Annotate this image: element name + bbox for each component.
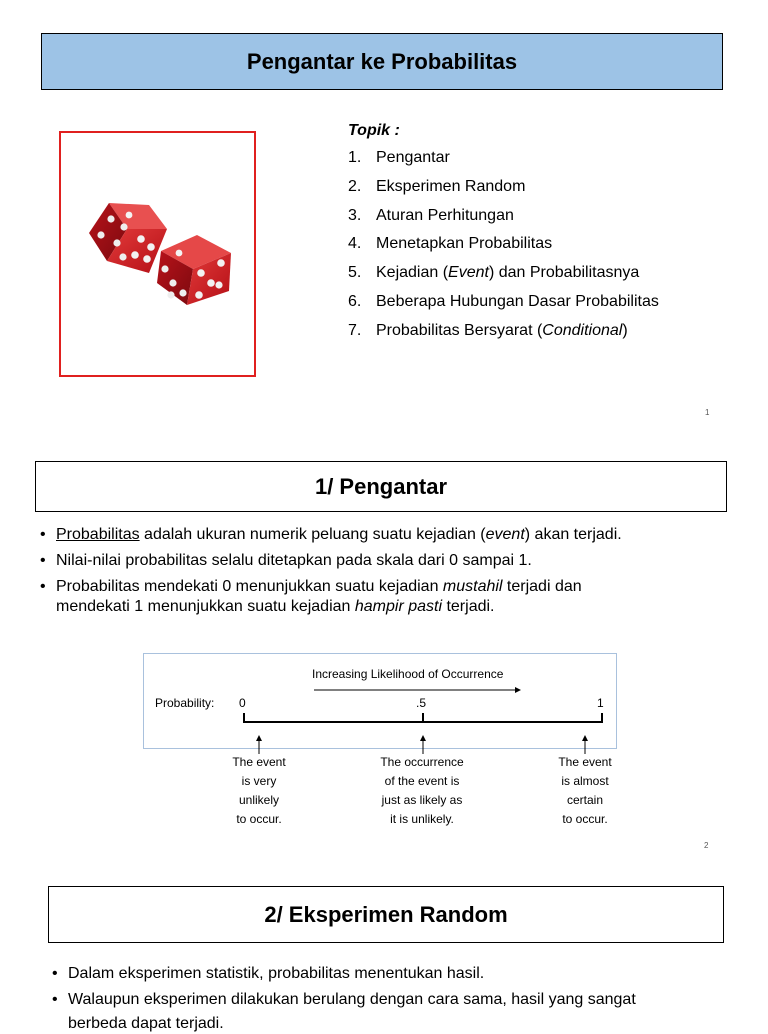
bullet-emphasis: hampir pasti	[354, 598, 443, 615]
desc-almost-certain	[535, 753, 635, 829]
desc-line: to occur.	[236, 812, 282, 826]
slide2-bullets	[36, 525, 736, 623]
tick-label-0: 0	[239, 696, 246, 710]
slide3-title: 2/ Eksperimen Random	[48, 886, 724, 943]
topic-text: Pengantar	[376, 149, 450, 166]
pointer-right-head	[582, 735, 588, 741]
desc-unlikely	[209, 753, 309, 829]
topic-item	[348, 321, 659, 350]
slide2-title: 1/ Pengantar	[35, 461, 727, 512]
bullet-text: terjadi.	[442, 598, 495, 615]
pointer-mid-head	[420, 735, 426, 741]
slide3-bullets	[48, 964, 738, 1016]
bullet-item	[36, 577, 736, 617]
topic-number: 6.	[348, 292, 362, 310]
desc-line: is almost	[561, 774, 609, 788]
dice-icon	[61, 133, 258, 379]
bullet-text: mendekati 1 menunjukkan suatu kejadian	[56, 598, 355, 615]
desc-line: The event	[558, 755, 612, 769]
bullet-item	[36, 525, 736, 545]
probability-label: Probability:	[155, 696, 215, 710]
desc-line: of the event is	[384, 774, 460, 788]
bullet-text: adalah ukuran numerik peluang suatu kejadian (	[139, 526, 486, 543]
desc-line: just as likely as	[381, 793, 463, 807]
topic-number: 7.	[348, 321, 362, 339]
page-number-2: 2	[704, 841, 709, 850]
desc-line: it is unlikely.	[390, 812, 454, 826]
topic-item	[348, 148, 659, 177]
topic-number: 3.	[348, 206, 362, 224]
topic-text: Beberapa Hubungan Dasar Probabilitas	[376, 292, 659, 310]
topic-text: )	[622, 321, 628, 339]
die-right	[157, 235, 231, 305]
bullet-item	[48, 964, 738, 984]
probability-scale-diagram	[143, 653, 619, 833]
tick-label-1: 1	[597, 696, 604, 710]
topic-text: Eksperimen Random	[376, 177, 526, 195]
topic-text: ) dan Probabilitasnya	[488, 264, 640, 282]
bullet-text: Walaupun eksperimen dilakukan berulang dengan cara sama, hasil yang sangat	[68, 991, 636, 1008]
pointer-left-head	[256, 735, 262, 741]
bullet-text: ) akan terjadi.	[524, 526, 622, 543]
desc-equal	[357, 753, 487, 829]
topic-number: 1.	[348, 149, 362, 166]
topic-number: 5.	[348, 264, 362, 282]
topic-list	[348, 120, 659, 350]
desc-line: certain	[566, 793, 604, 807]
topic-item	[348, 206, 659, 235]
bullet-emphasis: event	[485, 526, 525, 543]
bullet-text: Nilai-nilai probabilitas selalu ditetapkan pada skala dari 0 sampai 1.	[56, 552, 532, 569]
die-left	[89, 203, 167, 273]
topic-item	[348, 234, 659, 263]
topics-heading: Topik :	[348, 122, 400, 139]
topic-emphasis: Conditional	[542, 321, 623, 339]
topic-number: 4.	[348, 235, 362, 253]
likelihood-arrowhead	[515, 687, 521, 693]
topic-text: Kejadian (	[376, 264, 449, 282]
bullet-text: Probabilitas mendekati 0 menunjukkan suatu kejadian	[56, 578, 443, 595]
topic-item	[348, 263, 659, 292]
likelihood-header: Increasing Likelihood of Occurrence	[312, 667, 504, 681]
bullet-text: Dalam eksperimen statistik, probabilitas menentukan hasil.	[68, 965, 485, 982]
bullet-continuation: berbeda dapat terjadi.	[68, 1015, 224, 1032]
tick-label-mid: .5	[416, 696, 427, 710]
topic-item	[348, 177, 659, 206]
page-number-1: 1	[705, 408, 710, 417]
desc-line: The occurrence	[380, 755, 464, 769]
bullet-item	[48, 990, 738, 1010]
desc-line: is very	[241, 774, 277, 788]
topic-text: Probabilitas Bersyarat (	[376, 321, 543, 339]
bullet-emphasis: mustahil	[442, 578, 503, 595]
topic-number: 2.	[348, 177, 362, 195]
topic-text: Aturan Perhitungan	[376, 206, 514, 224]
slide1-title: Pengantar ke Probabilitas	[41, 33, 723, 90]
bullet-text: terjadi dan	[502, 578, 582, 595]
desc-line: The event	[232, 755, 286, 769]
underlined-term: Probabilitas	[56, 526, 140, 543]
topic-item	[348, 292, 659, 321]
desc-line: unlikely	[238, 793, 280, 807]
dice-image-frame	[59, 131, 256, 377]
desc-line: to occur.	[562, 812, 608, 826]
bullet-item	[36, 551, 736, 571]
topic-text: Menetapkan Probabilitas	[376, 235, 553, 253]
topic-emphasis: Event	[448, 264, 489, 282]
